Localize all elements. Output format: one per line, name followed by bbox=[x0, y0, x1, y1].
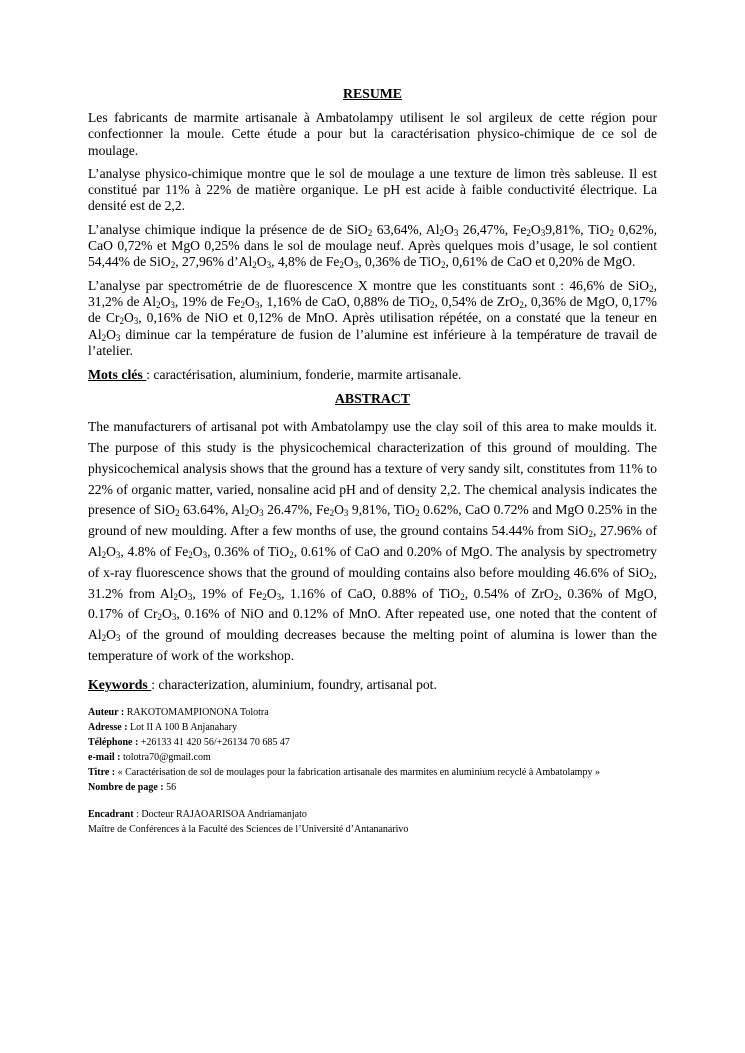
author-line bbox=[88, 705, 657, 720]
abstract-keywords bbox=[88, 676, 657, 693]
subscript: 3 bbox=[343, 508, 349, 519]
email-value: tolotra70@gmail.com bbox=[123, 751, 211, 763]
title-value: « Caractérisation de sol de moulages pour la fabrication artisanale des marmites en aluminium recyclé à Ambatolampy » bbox=[117, 766, 600, 778]
author-value: RAKOTOMAMPIONONA Tolotra bbox=[126, 706, 269, 718]
abstract-paragraph: The manufacturers of artisanal pot with Ambatolampy use the clay soil of this area to make moulds it. The purpose of this study is the physicochemical characterization of this ground of moulding. The physicochemical analysis shows that the ground has a texture of very sandy silt, constitutes from 11% to 22% of organic matter, varied, nonsaline acid pH and of density 2,2. The chemical analysis indicates the presence of SiO$_2$ 63.64%, $Al_2O_3$ 26.47%, $Fe_2O_3$ 9,81%, TiO$_2$ 0.62%, CaO 0.72% and MgO 0.25% in the ground of new moulding. After a few months of use, the ground contains 54.44% from SiO$_2$, 27.96% of $Al_2O_3$, 4.8% of $Fe_2O_3$, 0.36% of TiO$_2$, 0.61% of CaO and 0.20% of MgO. The analysis by spectrometry of x-ray fluorescence shows that the ground of moulding contains also before moulding 46.6% of SiO$_2$, 31.2% from $Al_2O_3$, 19% of $Fe_2O_3$, 1.16% of CaO, 0.88% of TiO$_2$, 0.54% of ZrO$_2$, 0.36% of MgO, 0.17% of $Cr_2O_3$, 0.16% of NiO and 0.12% of MnO. After repeated use, one noted that the content of $Al_2O_3$ of the ground of moulding decreases because the melting point of alumina is lower than the temperature of work of the workshop. bbox=[88, 419, 658, 663]
subscript: 2 bbox=[460, 591, 465, 602]
address-line bbox=[88, 720, 657, 735]
phone-label: Téléphone : bbox=[88, 736, 141, 748]
resume-keywords bbox=[88, 366, 657, 383]
subscript: 2 bbox=[289, 549, 294, 560]
title-label: Titre : bbox=[88, 766, 118, 778]
subscript: 2 bbox=[649, 570, 654, 581]
keywords-label-en: Keywords bbox=[88, 676, 152, 692]
subscript: 3 bbox=[254, 299, 260, 310]
subscript: 3 bbox=[259, 508, 264, 519]
subscript: 2 bbox=[188, 549, 193, 560]
email-line bbox=[88, 750, 657, 765]
subscript: 2 bbox=[101, 332, 107, 343]
subscript: 2 bbox=[244, 508, 250, 519]
subscript: 2 bbox=[252, 260, 257, 271]
pages-line bbox=[88, 780, 657, 795]
subscript: 2 bbox=[119, 316, 124, 327]
subscript: 2 bbox=[329, 508, 335, 519]
supervisor-line bbox=[88, 807, 657, 822]
subscript: 2 bbox=[175, 508, 180, 519]
subscript: 3 bbox=[453, 227, 459, 238]
subscript: 3 bbox=[171, 612, 177, 623]
subscript: 3 bbox=[115, 332, 121, 343]
subscript: 3 bbox=[115, 633, 121, 644]
subscript: 2 bbox=[156, 299, 161, 310]
keywords-text-fr: : caractérisation, aluminium, fonderie, marmite artisanale. bbox=[146, 367, 462, 383]
resume-paragraph-1: Les fabricants de marmite artisanale à Ambatolampy utilisent le sol argileux de cette région pour confectionner la moule. Cette étude a pour but la caractérisation physico-chimique de ce sol de moulage. bbox=[88, 110, 657, 158]
supervisor-value: : Docteur RAJAOARISOA Andriamanjato bbox=[133, 808, 307, 820]
subscript: 2 bbox=[173, 591, 178, 602]
subscript: 3 bbox=[540, 227, 546, 238]
subscript: 2 bbox=[526, 227, 531, 238]
subscript: 2 bbox=[519, 299, 524, 310]
subscript: 2 bbox=[609, 227, 614, 238]
subscript: 3 bbox=[276, 591, 282, 602]
resume-paragraph-3: L’analyse chimique indique la présence de de SiO$_2$ 63,64%, $Al_2O_3$ 26,47%, $Fe_2O_39,81\%$, TiO$_2$ 0,62%, CaO 0,72% et MgO 0,25% dans le sol de moulage neuf. Après quelques mois d’usage, le sol contient 54,44% de SiO$_2$, 27,96% $d’Al_2O_3$, 4,8% de $Fe_2O_3$, 0,36% de TiO$_2$, 0,61% de CaO et 0,20% de MgO. bbox=[88, 221, 658, 271]
document-page bbox=[88, 86, 657, 837]
resume-paragraph-2: L’analyse physico-chimique montre que le sol de moulage a une texture de limon très sableuse. Il est constitué par 11% à 22% de matière organique. Le pH est acide à faible conductivité électrique. La densité est de 2,2. bbox=[88, 165, 657, 214]
subscript: 2 bbox=[262, 591, 267, 602]
subscript: 3 bbox=[187, 591, 193, 602]
affiliation-line: Maître de Conférences à la Faculté des Sciences de l’Université d’Antananarivo bbox=[88, 823, 409, 835]
subscript: 2 bbox=[240, 299, 246, 310]
subscript: 3 bbox=[170, 299, 175, 310]
subscript: 2 bbox=[339, 260, 344, 271]
pages-label: Nombre de page : bbox=[88, 781, 167, 793]
subscript: 2 bbox=[170, 260, 176, 271]
author-label: Auteur : bbox=[88, 706, 127, 718]
title-line bbox=[88, 765, 657, 780]
address-label: Adresse : bbox=[88, 721, 131, 733]
subscript: 2 bbox=[415, 508, 420, 519]
resume-paragraph-4: L’analyse par spectrométrie de de fluorescence X montre que les constituants sont : 46,6% de SiO$_2$, 31,2% de $Al_2O_3$, 19% de $Fe_2O_3$, 1,16% de CaO, 0,88% de TiO$_2$, 0,54% de ZrO$_2$, 0,36% de MgO, 0,17% de $Cr_2O_3$, 0,16% de NiO et 0,12% de MnO. Après utilisation répétée, on a constaté que la teneur en $Al_2O_3$ diminue car la température de fusion de l’alumine est inférieure à la température de travail de l’atelier. bbox=[88, 277, 658, 358]
resume-heading: RESUME bbox=[342, 86, 403, 101]
subscript: 2 bbox=[101, 633, 107, 644]
subscript: 3 bbox=[115, 549, 121, 560]
subscript: 3 bbox=[202, 549, 208, 560]
address-value: Lot II A 100 B Anjanahary bbox=[130, 721, 237, 733]
keywords-text-en: : characterization, aluminium, foundry, artisanal pot. bbox=[151, 676, 437, 692]
supervisor-label: Encadrant bbox=[88, 808, 134, 820]
subscript: 3 bbox=[266, 260, 272, 271]
subscript: 2 bbox=[157, 612, 162, 623]
email-label: e-mail : bbox=[88, 751, 123, 763]
pages-value: 56 bbox=[166, 781, 177, 793]
phone-value: +26133 41 420 56/+26134 70 685 47 bbox=[140, 736, 290, 748]
subscript: 3 bbox=[133, 316, 139, 327]
subscript: 2 bbox=[440, 260, 446, 271]
metadata-block bbox=[88, 705, 657, 837]
subscript: 2 bbox=[649, 283, 654, 294]
subscript: 2 bbox=[439, 227, 445, 238]
subscript: 3 bbox=[353, 260, 359, 271]
subscript: 2 bbox=[101, 549, 107, 560]
subscript: 2 bbox=[553, 591, 559, 602]
subscript: 2 bbox=[588, 529, 593, 540]
keywords-label-fr: Mots clés bbox=[88, 367, 147, 383]
subscript: 2 bbox=[429, 299, 435, 310]
abstract-heading: ABSTRACT bbox=[334, 391, 411, 407]
phone-line bbox=[88, 735, 657, 750]
subscript: 2 bbox=[367, 227, 373, 238]
